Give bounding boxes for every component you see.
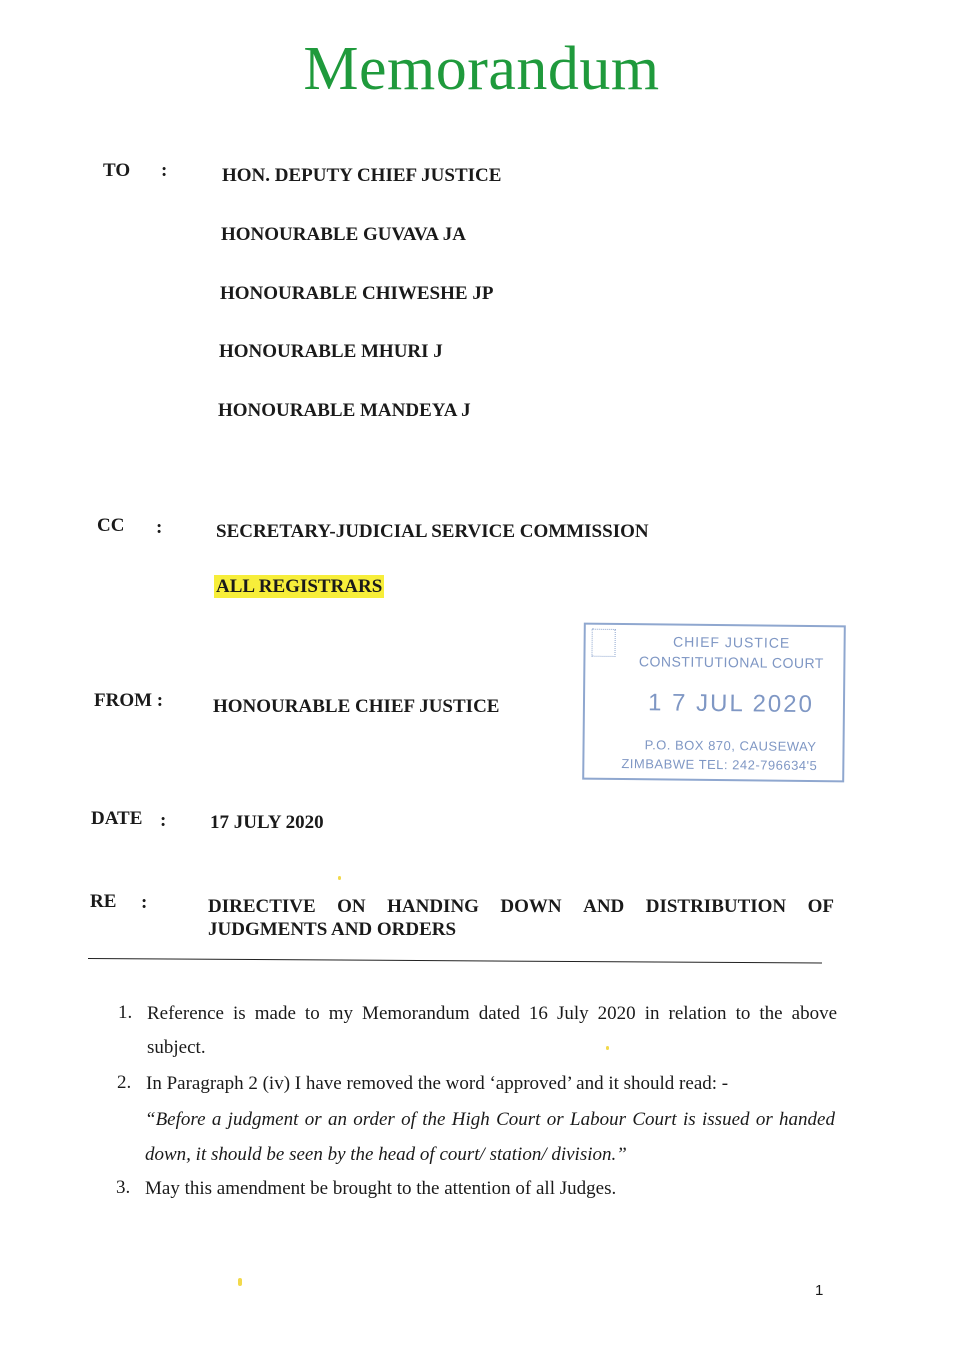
- subject-word: HANDING: [387, 896, 479, 917]
- subject-word: DOWN: [500, 896, 562, 917]
- date-label: DATE: [91, 808, 143, 829]
- from-label: FROM :: [94, 690, 164, 711]
- stamp-contact: ZIMBABWE TEL: 242-796634'5: [621, 756, 818, 774]
- to-label: TO: [103, 160, 131, 181]
- subject-word: ON: [337, 896, 366, 917]
- stamp-court: CONSTITUTIONAL COURT: [638, 653, 825, 672]
- re-label: RE: [90, 891, 117, 912]
- subject-word: OF: [807, 896, 834, 917]
- to-recipient: HON. DEPUTY CHIEF JUSTICE: [222, 165, 502, 186]
- cc-colon: :: [156, 517, 163, 538]
- stamp-date: 1 7 JUL 2020: [647, 689, 815, 719]
- quoted-directive: down, it should be seen by the head of court/ station/ division.”: [145, 1144, 627, 1165]
- subject-word: AND: [583, 896, 625, 917]
- paragraph-text: Reference is made to my Memorandum dated 16 July 2020 in relation to the above: [147, 1003, 837, 1024]
- subject-line-continued: JUDGMENTS AND ORDERS: [208, 919, 457, 940]
- paragraph-text: subject.: [147, 1037, 206, 1058]
- paragraph-number: 2.: [117, 1072, 132, 1093]
- page-number: 1: [815, 1282, 824, 1299]
- cc-label: CC: [97, 515, 125, 536]
- to-recipient: HONOURABLE MHURI J: [219, 341, 443, 362]
- cc-recipient-highlighted: [214, 576, 384, 598]
- paragraph-text: In Paragraph 2 (iv) I have removed the word ‘approved’ and it should read: -: [146, 1073, 729, 1094]
- to-colon: :: [161, 160, 168, 181]
- header-divider: [88, 958, 822, 963]
- re-colon: :: [141, 892, 148, 913]
- cc-recipient: SECRETARY-JUDICIAL SERVICE COMMISSION: [216, 521, 649, 542]
- stamp-address: P.O. BOX 870, CAUSEWAY: [644, 737, 817, 755]
- quoted-directive: “Before a judgment or an order of the High Court or Labour Court is issued or handed: [145, 1109, 835, 1130]
- scan-speck: [606, 1046, 609, 1050]
- date-value: 17 JULY 2020: [210, 812, 324, 833]
- stamp-emblem-icon: [591, 629, 615, 657]
- paragraph-text: May this amendment be brought to the attention of all Judges.: [145, 1178, 617, 1199]
- to-recipient: HONOURABLE GUVAVA JA: [221, 224, 466, 245]
- paragraph-number: 1.: [118, 1002, 133, 1023]
- stamp-office: CHIEF JUSTICE: [672, 633, 791, 651]
- from-value: HONOURABLE CHIEF JUSTICE: [213, 696, 500, 717]
- scan-speck: [238, 1278, 242, 1286]
- subject-line: [208, 896, 834, 918]
- to-recipient: HONOURABLE CHIWESHE JP: [220, 283, 494, 304]
- highlight-mark: ALL REGISTRARS: [216, 576, 383, 597]
- memo-title: Memorandum: [303, 35, 660, 103]
- date-colon: :: [160, 810, 167, 831]
- received-stamp: [582, 623, 846, 783]
- subject-word: DISTRIBUTION: [645, 896, 787, 917]
- subject-word: DIRECTIVE: [208, 896, 316, 917]
- scan-speck: [338, 876, 341, 880]
- paragraph-number: 3.: [116, 1177, 131, 1198]
- to-recipient: HONOURABLE MANDEYA J: [218, 400, 471, 421]
